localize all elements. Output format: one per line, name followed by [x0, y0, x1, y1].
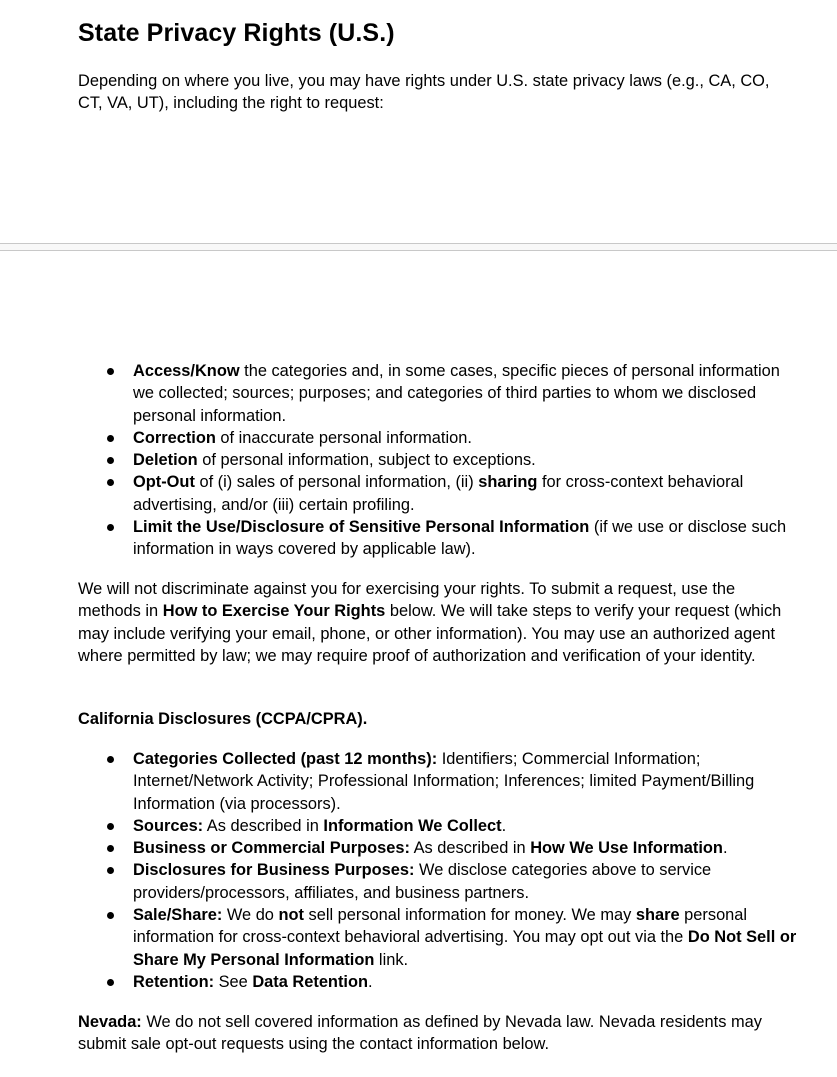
- text-run: .: [367, 972, 373, 991]
- text-run: See: [214, 972, 253, 991]
- rights-list: [78, 360, 798, 561]
- text-run: of inaccurate personal information.: [215, 428, 472, 447]
- list-item: [78, 471, 798, 516]
- bold-text: Data Retention: [252, 972, 368, 991]
- bold-text: Do Not Sell or Share My Personal Information: [133, 928, 797, 969]
- text-run: personal information for cross-context behavioral advertising. You may opt out via the: [133, 906, 748, 947]
- bold-text: Correction: [133, 428, 216, 447]
- document-page-1: [0, 0, 837, 243]
- text-run: below. We will take steps to verify your request (which may include verifying your email, phone, or other information). You may use an authorized agent where permitted by law; we may require proof of authorization and verification of your identity.: [78, 602, 782, 665]
- bold-text: Opt-Out: [133, 473, 195, 492]
- bold-text: Limit the Use/Disclosure of Sensitive Personal Information: [133, 518, 590, 537]
- bold-text: Sources:: [133, 816, 204, 835]
- list-item: [78, 449, 798, 471]
- text-run: As described in: [203, 816, 324, 835]
- list-item: [78, 815, 798, 837]
- bold-text: How to Exercise Your Rights: [162, 602, 386, 621]
- bold-text: sharing: [478, 473, 538, 492]
- list-item: [78, 837, 798, 859]
- text-run: We will not discriminate against you for exercising your rights. To submit a request, use the methods in: [78, 580, 736, 621]
- text-run: As described in: [409, 839, 531, 858]
- bullet-icon: [107, 979, 114, 986]
- text-run: Identifiers; Commercial Information; Internet/Network Activity; Professional Information; Inferences; limited Payment/Billing Information (via processors).: [133, 750, 755, 813]
- text-run: We do: [222, 906, 279, 925]
- section-title: State Privacy Rights (U.S.): [78, 19, 395, 47]
- text-run: the categories and, in some cases, specific pieces of personal information we collected; sources; purposes; and categories of third parties to whom we disclosed personal information.: [133, 362, 780, 425]
- text-run: We disclose categories above to service providers/processors, affiliates, and business partners.: [133, 861, 712, 902]
- list-item: [78, 859, 798, 904]
- list-item: [78, 427, 798, 449]
- list-item: [78, 971, 798, 993]
- text-run: of (i) sales of personal information, (ii): [194, 473, 479, 492]
- bullet-icon: [107, 479, 114, 486]
- text-run: link.: [374, 950, 409, 969]
- bold-text: How We Use Information: [530, 839, 723, 858]
- list-item: [78, 748, 798, 815]
- california-heading: California Disclosures (CCPA/CPRA).: [78, 710, 368, 728]
- bullet-icon: [107, 912, 114, 919]
- text-run: .: [722, 839, 728, 858]
- california-disclosures-list: [78, 748, 798, 993]
- list-item: [78, 904, 798, 971]
- text-run: sell personal information for money. We may: [303, 906, 636, 925]
- bold-text: Business or Commercial Purposes:: [133, 839, 410, 858]
- bold-text: Information We Collect: [323, 816, 502, 835]
- bold-text: Categories Collected (past 12 months):: [133, 750, 438, 768]
- bold-text: Deletion: [133, 451, 198, 470]
- rights-paragraph: [78, 578, 798, 667]
- bold-text: not: [278, 906, 304, 925]
- bold-text: Disclosures for Business Purposes:: [133, 861, 415, 880]
- bullet-icon: [107, 756, 114, 763]
- bold-text: Nevada:: [78, 1013, 142, 1031]
- bullet-icon: [107, 823, 114, 830]
- bold-text: Access/Know: [133, 362, 240, 380]
- intro-paragraph: Depending on where you live, you may have rights under U.S. state privacy laws (e.g., CA, CO, CT, VA, UT), including the right to request:: [78, 72, 770, 113]
- text-run: .: [501, 816, 507, 835]
- nevada-paragraph: [78, 1011, 798, 1056]
- list-item: [78, 516, 798, 561]
- bullet-icon: [107, 867, 114, 874]
- bold-text: Retention:: [133, 972, 215, 991]
- text-run: We do not sell covered information as defined by Nevada law. Nevada residents may submit sale opt-out requests using the contact information below.: [78, 1013, 762, 1054]
- bullet-icon: [107, 457, 114, 464]
- text-run: (if we use or disclose such information in ways covered by applicable law).: [133, 518, 787, 559]
- text-run: of personal information, subject to exceptions.: [197, 451, 536, 470]
- text-run: for cross-context behavioral advertising, and/or (iii) certain profiling.: [133, 473, 744, 514]
- bold-text: Sale/Share:: [133, 906, 223, 925]
- list-item: [78, 360, 798, 427]
- bullet-icon: [107, 435, 114, 442]
- bullet-icon: [107, 368, 114, 375]
- document-page-2: [0, 251, 837, 1077]
- bullet-icon: [107, 524, 114, 531]
- page-break-separator: [0, 243, 837, 251]
- bullet-icon: [107, 845, 114, 852]
- bold-text: share: [635, 906, 680, 925]
